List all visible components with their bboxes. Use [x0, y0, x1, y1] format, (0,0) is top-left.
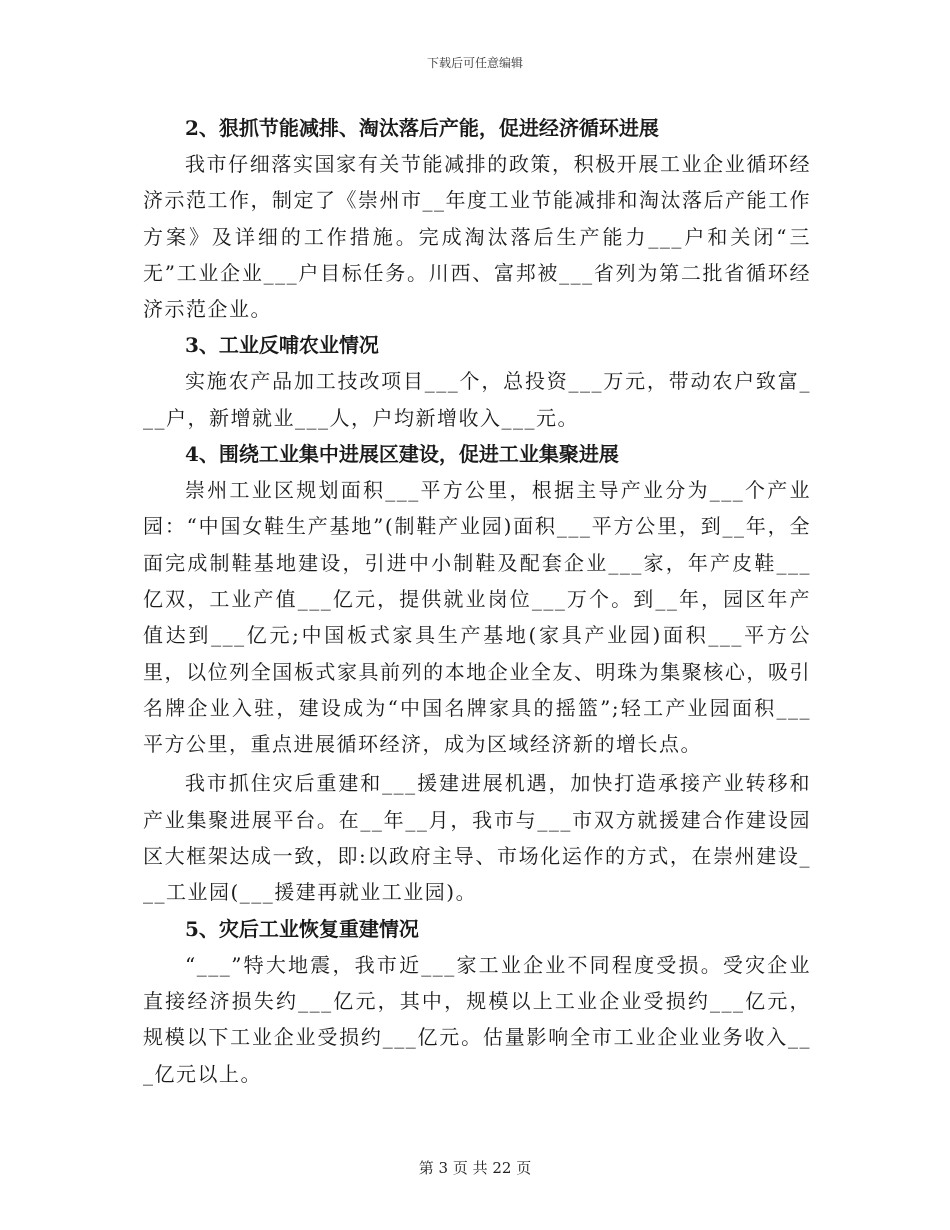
paragraph: 我市抓住灾后重建和___援建进展机遇，加快打造承接产业转移和产业集聚进展平台。在__年__月，我市与___市双方就援建合作建设园区大框架达成一致，即:以政府主导、市场化运作的方式，在崇州建设___工业园(___援建再就业工业园)。 [143, 771, 811, 905]
paragraph: 实施农产品加工技改项目___个，总投资___万元，带动农户致富___户，新增就业___人，户均新增收入___元。 [143, 369, 811, 430]
page-footer: 第 3 页 共 22 页 [418, 1159, 532, 1177]
paragraph: “___”特大地震，我市近___家工业企业不同程度受损。受灾企业直接经济损失约___亿元，其中，规模以上工业企业受损约___亿元，规模以下工业企业受损约___亿元。估量影响全市工业企业业务收入___亿元以上。 [143, 952, 811, 1086]
page-header: 下载后可任意编辑 [426, 56, 523, 70]
section-heading: 5、灾后工业恢复重建情况 [185, 916, 419, 941]
document-body [143, 110, 811, 1092]
section-heading: 2、狠抓节能减排、淘汰落后产能，促进经济循环进展 [185, 116, 659, 140]
section-heading: 3、工业反哺农业情况 [185, 333, 379, 358]
paragraph: 崇州工业区规划面积___平方公里，根据主导产业分为___个产业园：“中国女鞋生产基地”(制鞋产业园)面积___平方公里，到__年，全面完成制鞋基地建设，引进中小制鞋及配套企业___家，年产皮鞋___亿双，工业产值___亿元，提供就业岗位___万个。到__年，园区年产值达到___亿元;中国板式家具生产基地(家具产业园)面积___平方公里，以位列全国板式家具前列的本地企业全友、明珠为集聚核心，吸引名牌企业入驻，建设成为“中国名牌家具的摇篮”;轻工产业园面积___平方公里，重点进展循环经济，成为区域经济新的增长点。 [143, 478, 811, 757]
section-heading: 4、围绕工业集中进展区建设，促进工业集聚进展 [185, 442, 619, 467]
paragraph: 我市仔细落实国家有关节能减排的政策，积极开展工业企业循环经济示范工作，制定了《崇州市__年度工业节能减排和淘汰落后产能工作方案》及详细的工作措施。完成淘汰落后生产能力___户和关闭“三无”工业企业___户目标任务。川西、富邦被___省列为第二批省循环经济示范企业。 [143, 152, 811, 322]
